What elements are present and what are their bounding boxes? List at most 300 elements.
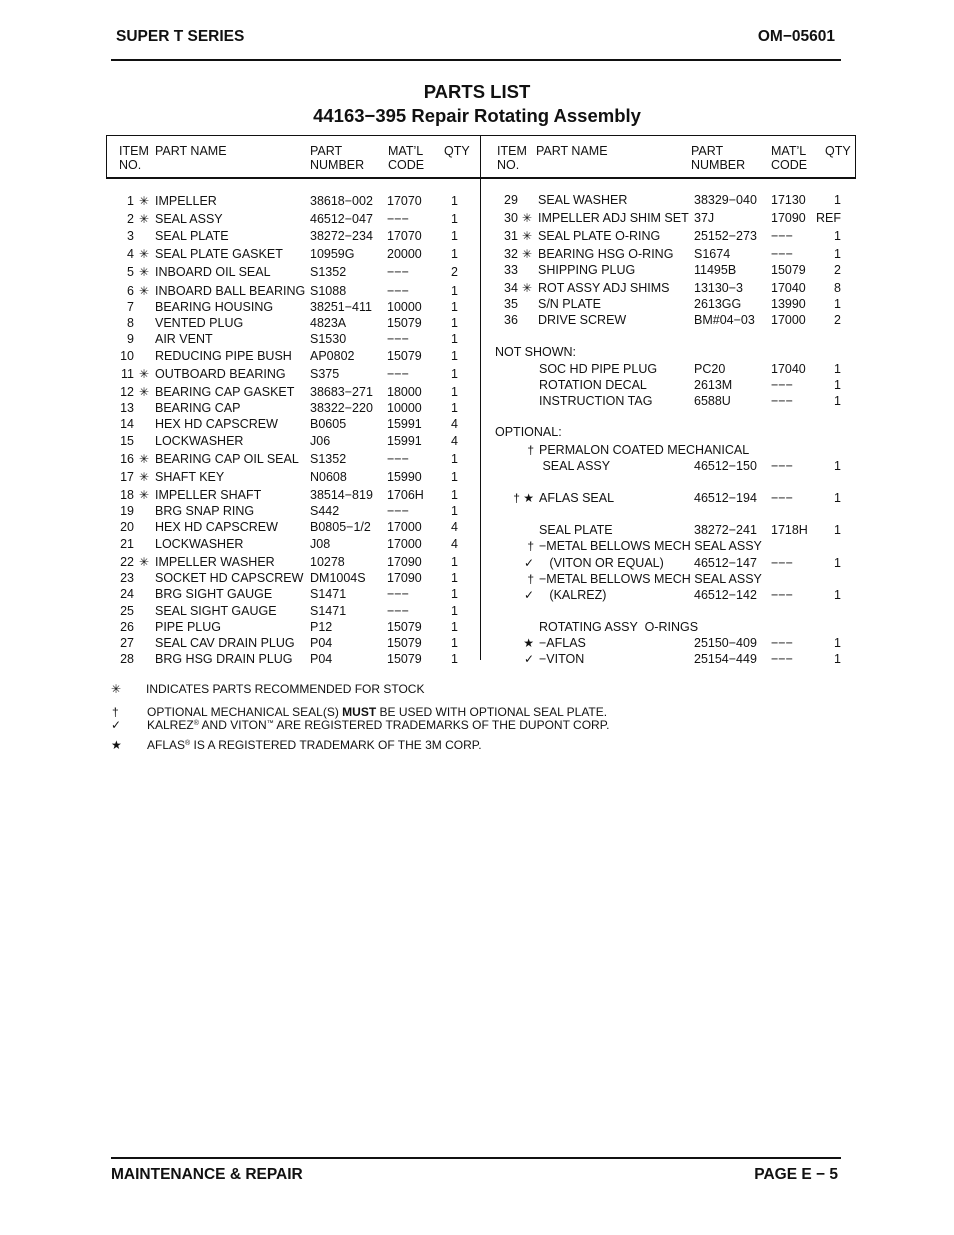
- part-name: HEX HD CAPSCREW: [155, 417, 278, 431]
- part-name: ROTATION DECAL: [539, 378, 647, 392]
- material-code: 17090: [387, 571, 422, 585]
- material-code: 15991: [387, 417, 422, 431]
- part-number: P04: [310, 636, 333, 650]
- item-number: 33: [504, 263, 518, 277]
- item-number: 5: [127, 265, 134, 279]
- quantity: 1: [451, 620, 458, 634]
- stock-symbol-icon: ✳: [139, 452, 150, 466]
- optional-heading: OPTIONAL:: [495, 425, 562, 439]
- part-number: AP0802: [310, 349, 355, 363]
- material-code: −−−: [771, 378, 793, 392]
- dagger-icon: †: [112, 705, 119, 719]
- material-code: −−−: [771, 459, 793, 473]
- part-number: S1352: [310, 265, 347, 279]
- part-name: S/N PLATE: [538, 297, 601, 311]
- quantity: 1: [451, 194, 458, 208]
- table-row: [0, 210, 954, 226]
- material-code: −−−: [771, 394, 793, 408]
- part-name: −VITON: [539, 652, 585, 666]
- material-code: −−−: [387, 332, 409, 346]
- quantity: 1: [451, 316, 458, 330]
- part-number: S1674: [694, 247, 731, 261]
- col-part-number: PART NUMBER: [691, 144, 746, 172]
- item-number: 9: [127, 332, 134, 346]
- quantity: 1: [451, 229, 458, 243]
- quantity: 1: [451, 212, 458, 226]
- part-number: N0608: [310, 470, 347, 484]
- material-code: 17000: [387, 520, 422, 534]
- stock-symbol-icon: ✳: [139, 247, 150, 261]
- part-number: S1088: [310, 284, 347, 298]
- part-name: LOCKWASHER: [155, 537, 244, 551]
- table-row: [0, 331, 954, 347]
- part-name: IMPELLER SHAFT: [155, 488, 262, 502]
- part-number: B0805−1/2: [310, 520, 371, 534]
- part-number: 2613GG: [694, 297, 742, 311]
- table-row: [0, 458, 954, 474]
- quantity: 4: [451, 520, 458, 534]
- quantity: 4: [451, 417, 458, 431]
- quantity: 1: [451, 636, 458, 650]
- part-name: IMPELLER WASHER: [155, 555, 275, 569]
- quantity: 1: [451, 504, 458, 518]
- symbol-icon: †: [527, 539, 534, 553]
- part-name: (KALREZ): [539, 588, 607, 602]
- note-text: OPTIONAL MECHANICAL SEAL(S) MUST BE USED WITH OPTIONAL SEAL PLATE.: [147, 705, 608, 719]
- table-row: [0, 635, 954, 651]
- part-name: IMPELLER ADJ SHIM SET: [538, 211, 689, 225]
- part-name: SEAL PLATE: [155, 229, 229, 243]
- part-number: DM1004S: [310, 571, 366, 585]
- table-row: [0, 538, 954, 554]
- material-code: 17000: [771, 313, 806, 327]
- part-number: J08: [310, 537, 331, 551]
- part-name: SEAL ASSY: [155, 212, 223, 226]
- stock-symbol-icon: ✳: [139, 367, 150, 381]
- material-code: 17040: [771, 281, 806, 295]
- quantity: 1: [451, 470, 458, 484]
- stock-symbol-icon: ✳: [139, 488, 150, 502]
- stock-symbol-icon: ✳: [111, 682, 122, 696]
- stock-symbol-icon: ✳: [139, 385, 150, 399]
- part-name: PERMALON COATED MECHANICAL: [539, 443, 750, 457]
- quantity: 1: [834, 229, 841, 243]
- stock-symbol-icon: ✳: [139, 212, 150, 226]
- quantity: 1: [834, 652, 841, 666]
- quantity: 1: [451, 284, 458, 298]
- symbol-icon: ✓: [523, 652, 534, 666]
- part-number: 25154−449: [694, 652, 757, 666]
- part-number: 46512−047: [310, 212, 373, 226]
- material-code: 17000: [387, 537, 422, 551]
- table-row: [0, 228, 954, 244]
- material-code: 13990: [771, 297, 806, 311]
- part-name: INBOARD BALL BEARING: [155, 284, 306, 298]
- quantity: 1: [451, 332, 458, 346]
- part-number: S1352: [310, 452, 347, 466]
- material-code: 20000: [387, 247, 422, 261]
- material-code: 18000: [387, 385, 422, 399]
- part-number: P12: [310, 620, 333, 634]
- quantity: REF: [816, 211, 841, 225]
- part-name: SOC HD PIPE PLUG: [539, 362, 658, 376]
- quantity: 1: [834, 588, 841, 602]
- quantity: 1: [834, 362, 841, 376]
- part-number: S1471: [310, 587, 347, 601]
- item-number: 29: [504, 193, 518, 207]
- table-row: [0, 571, 954, 587]
- part-name: BEARING CAP OIL SEAL: [155, 452, 299, 466]
- part-name: BRG HSG DRAIN PLUG: [155, 652, 293, 666]
- item-number: 15: [120, 434, 134, 448]
- material-code: 15079: [387, 636, 422, 650]
- part-number: 37J: [694, 211, 715, 225]
- table-row: [0, 192, 954, 208]
- material-code: 15079: [387, 316, 422, 330]
- stock-symbol-icon: ✳: [522, 211, 533, 225]
- table-row: [0, 361, 954, 377]
- part-name: VENTED PLUG: [155, 316, 244, 330]
- table-row: [0, 587, 954, 603]
- item-number: 14: [120, 417, 134, 431]
- part-name: ROTATING ASSY O-RINGS: [539, 620, 699, 634]
- material-code: 17130: [771, 193, 806, 207]
- symbol-icon: † ★: [513, 491, 534, 505]
- table-row: [0, 262, 954, 278]
- note-text: KALREZ® AND VITON™ ARE REGISTERED TRADEMARKS OF THE DUPONT CORP.: [147, 718, 610, 732]
- material-code: −−−: [387, 284, 409, 298]
- item-number: 22: [120, 555, 134, 569]
- part-number: 10959G: [310, 247, 355, 261]
- quantity: 1: [451, 587, 458, 601]
- part-number: S375: [310, 367, 340, 381]
- quantity: 2: [451, 265, 458, 279]
- symbol-icon: ✓: [523, 588, 534, 602]
- page-title: PARTS LIST: [423, 81, 531, 102]
- part-number: 46512−194: [694, 491, 757, 505]
- quantity: 1: [451, 401, 458, 415]
- col-part-name: PART NAME: [155, 144, 227, 158]
- part-name: SEAL WASHER: [538, 193, 628, 207]
- part-name: BEARING CAP: [155, 401, 241, 415]
- table-row: [0, 296, 954, 312]
- part-number: 25152−273: [694, 229, 757, 243]
- part-number: 2613M: [694, 378, 733, 392]
- part-number: 38322−220: [310, 401, 373, 415]
- item-number: 13: [120, 401, 134, 415]
- quantity: 1: [834, 193, 841, 207]
- col-mat-code: MAT’L CODE: [388, 144, 425, 172]
- material-code: 17090: [771, 211, 806, 225]
- material-code: −−−: [771, 636, 793, 650]
- part-number: BM#04−03: [694, 313, 755, 327]
- item-number: 8: [127, 316, 134, 330]
- item-number: 12: [120, 385, 134, 399]
- col-item: ITEM NO.: [497, 144, 527, 172]
- quantity: 1: [451, 349, 458, 363]
- item-number: 26: [120, 620, 134, 634]
- table-row: [0, 619, 954, 635]
- part-number: 38251−411: [310, 300, 372, 314]
- item-number: 25: [120, 604, 134, 618]
- section-name: MAINTENANCE & REPAIR: [111, 1166, 303, 1183]
- part-number: 46512−142: [694, 588, 757, 602]
- material-code: −−−: [387, 212, 409, 226]
- table-row: [0, 490, 954, 506]
- item-number: 36: [504, 313, 518, 327]
- material-code: −−−: [771, 229, 793, 243]
- part-name: BEARING HOUSING: [155, 300, 274, 314]
- part-name: SEAL PLATE GASKET: [155, 247, 283, 261]
- part-number: 10278: [310, 555, 345, 569]
- stock-symbol-icon: ✳: [522, 247, 533, 261]
- part-number: 25150−409: [694, 636, 757, 650]
- quantity: 1: [451, 604, 458, 618]
- part-name: BEARING CAP GASKET: [155, 385, 295, 399]
- material-code: −−−: [771, 247, 793, 261]
- material-code: 1706H: [387, 488, 424, 502]
- item-number: 4: [127, 247, 134, 261]
- quantity: 1: [451, 385, 458, 399]
- material-code: −−−: [387, 452, 409, 466]
- col-part-number: PART NUMBER: [310, 144, 365, 172]
- symbol-icon: ★: [523, 636, 534, 650]
- part-name: BEARING HSG O-RING: [538, 247, 674, 261]
- part-name: IMPELLER: [155, 194, 217, 208]
- material-code: 15079: [387, 349, 422, 363]
- col-mat-code: MAT’L CODE: [771, 144, 808, 172]
- material-code: −−−: [771, 556, 793, 570]
- part-number: 46512−147: [694, 556, 757, 570]
- quantity: 4: [451, 434, 458, 448]
- material-code: 15990: [387, 470, 422, 484]
- material-code: −−−: [771, 652, 793, 666]
- material-code: 15991: [387, 434, 422, 448]
- quantity: 1: [834, 378, 841, 392]
- table-row: [0, 416, 954, 432]
- star-icon: ★: [111, 738, 122, 752]
- part-number: P04: [310, 652, 333, 666]
- quantity: 2: [834, 263, 841, 277]
- item-number: 17: [120, 470, 134, 484]
- part-number: 38272−234: [310, 229, 373, 243]
- quantity: 1: [451, 247, 458, 261]
- material-code: 17090: [387, 555, 422, 569]
- col-item: ITEM NO.: [119, 144, 149, 172]
- table-row: [0, 246, 954, 262]
- stock-symbol-icon: ✳: [139, 265, 150, 279]
- quantity: 1: [834, 523, 841, 537]
- part-name: (VITON OR EQUAL): [539, 556, 664, 570]
- series-title: SUPER T SERIES: [116, 28, 245, 45]
- material-code: −−−: [387, 265, 409, 279]
- part-number: 38329−040: [694, 193, 757, 207]
- col-qty: QTY: [444, 144, 470, 158]
- part-number: 38514−819: [310, 488, 373, 502]
- stock-symbol-icon: ✳: [522, 281, 533, 295]
- part-name: INSTRUCTION TAG: [539, 394, 653, 408]
- material-code: −−−: [771, 588, 793, 602]
- part-name: INBOARD OIL SEAL: [155, 265, 271, 279]
- table-row: [0, 393, 954, 409]
- item-number: 1: [127, 194, 134, 208]
- symbol-icon: †: [527, 443, 534, 457]
- part-name: SHAFT KEY: [155, 470, 225, 484]
- part-name: BRG SIGHT GAUGE: [155, 587, 273, 601]
- material-code: −−−: [771, 491, 793, 505]
- part-number: 4823A: [310, 316, 347, 330]
- material-code: 15079: [771, 263, 806, 277]
- table-row: [0, 555, 954, 571]
- material-code: 10000: [387, 300, 422, 314]
- part-number: B0605: [310, 417, 347, 431]
- quantity: 1: [451, 367, 458, 381]
- part-number: 38683−271: [310, 385, 373, 399]
- quantity: 1: [451, 488, 458, 502]
- quantity: 1: [834, 459, 841, 473]
- item-number: 18: [120, 488, 134, 502]
- table-row: [0, 280, 954, 296]
- quantity: 1: [834, 491, 841, 505]
- material-code: 17040: [771, 362, 806, 376]
- note-text: INDICATES PARTS RECOMMENDED FOR STOCK: [146, 682, 425, 696]
- quantity: 1: [834, 297, 841, 311]
- table-row: [0, 522, 954, 538]
- footer-rule: [111, 1157, 841, 1159]
- part-name: SHIPPING PLUG: [538, 263, 636, 277]
- quantity: 1: [834, 556, 841, 570]
- material-code: 17070: [387, 194, 422, 208]
- part-name: −AFLAS: [539, 636, 586, 650]
- part-number: PC20: [694, 362, 726, 376]
- quantity: 1: [834, 636, 841, 650]
- table-row: [0, 603, 954, 619]
- part-name: DRIVE SCREW: [538, 313, 627, 327]
- table-row: [0, 651, 954, 667]
- quantity: 2: [834, 313, 841, 327]
- item-number: 32: [504, 247, 518, 261]
- item-number: 2: [127, 212, 134, 226]
- item-number: 30: [504, 211, 518, 225]
- item-number: 27: [120, 636, 134, 650]
- item-number: 34: [504, 281, 518, 295]
- part-name: ROT ASSY ADJ SHIMS: [538, 281, 670, 295]
- quantity: 1: [451, 300, 458, 314]
- material-code: 10000: [387, 401, 422, 415]
- stock-symbol-icon: ✳: [139, 194, 150, 208]
- page-number: PAGE E − 5: [754, 1166, 838, 1183]
- material-code: −−−: [387, 504, 409, 518]
- col-part-name: PART NAME: [536, 144, 608, 158]
- item-number: 24: [120, 587, 134, 601]
- quantity: 4: [451, 537, 458, 551]
- part-name: AIR VENT: [155, 332, 213, 346]
- symbol-icon: ✓: [523, 556, 534, 570]
- item-number: 7: [127, 300, 134, 314]
- part-name: −METAL BELLOWS MECH SEAL ASSY: [539, 539, 762, 553]
- table-row: [0, 442, 954, 458]
- material-code: 15079: [387, 652, 422, 666]
- item-number: 21: [120, 537, 134, 551]
- stock-symbol-icon: ✳: [139, 284, 150, 298]
- item-number: 19: [120, 504, 134, 518]
- quantity: 1: [451, 555, 458, 569]
- part-number: 6588U: [694, 394, 731, 408]
- quantity: 8: [834, 281, 841, 295]
- part-number: 11495B: [694, 263, 737, 277]
- header-rule: [111, 59, 841, 61]
- part-name: SEAL CAV DRAIN PLUG: [155, 636, 295, 650]
- part-name: SEAL PLATE O-RING: [538, 229, 661, 243]
- part-name: PIPE PLUG: [155, 620, 221, 634]
- part-number: S1530: [310, 332, 347, 346]
- quantity: 1: [451, 571, 458, 585]
- symbol-icon: †: [527, 572, 534, 586]
- quantity: 1: [834, 394, 841, 408]
- part-name: −METAL BELLOWS MECH SEAL ASSY: [539, 572, 762, 586]
- part-number: S1471: [310, 604, 347, 618]
- part-number: 38272−241: [694, 523, 757, 537]
- table-row: [0, 377, 954, 393]
- part-name: OUTBOARD BEARING: [155, 367, 286, 381]
- item-number: 35: [504, 297, 518, 311]
- part-name: SEAL PLATE: [539, 523, 613, 537]
- part-name: SOCKET HD CAPSCREW: [155, 571, 304, 585]
- material-code: −−−: [387, 604, 409, 618]
- part-number: 13130−3: [694, 281, 744, 295]
- part-name: HEX HD CAPSCREW: [155, 520, 278, 534]
- material-code: 1718H: [771, 523, 808, 537]
- col-qty: QTY: [825, 144, 851, 158]
- document-number: OM−05601: [757, 28, 835, 45]
- material-code: −−−: [387, 367, 409, 381]
- part-name: SEAL ASSY: [539, 459, 611, 473]
- quantity: 1: [451, 652, 458, 666]
- item-number: 23: [120, 571, 134, 585]
- quantity: 1: [834, 247, 841, 261]
- part-number: 38618−002: [310, 194, 373, 208]
- item-number: 16: [120, 452, 134, 466]
- item-number: 28: [120, 652, 134, 666]
- not-shown-heading: NOT SHOWN:: [495, 345, 577, 359]
- item-number: 31: [504, 229, 518, 243]
- note-text: AFLAS® IS A REGISTERED TRADEMARK OF THE 3M CORP.: [147, 738, 482, 752]
- item-number: 6: [127, 284, 134, 298]
- stock-symbol-icon: ✳: [139, 470, 150, 484]
- stock-symbol-icon: ✳: [522, 229, 533, 243]
- item-number: 11: [121, 367, 134, 381]
- part-name: REDUCING PIPE BUSH: [155, 349, 292, 363]
- part-name: BRG SNAP RING: [155, 504, 255, 518]
- part-number: 46512−150: [694, 459, 757, 473]
- material-code: 17070: [387, 229, 422, 243]
- part-name: SEAL SIGHT GAUGE: [155, 604, 277, 618]
- quantity: 1: [451, 452, 458, 466]
- material-code: −−−: [387, 587, 409, 601]
- part-name: LOCKWASHER: [155, 434, 244, 448]
- part-name: AFLAS SEAL: [539, 491, 615, 505]
- part-number: S442: [310, 504, 340, 518]
- page-subtitle: 44163−395 Repair Rotating Assembly: [313, 105, 641, 126]
- item-number: 10: [120, 349, 134, 363]
- part-number: J06: [310, 434, 331, 448]
- item-number: 3: [127, 229, 134, 243]
- table-row: [0, 312, 954, 328]
- item-number: 20: [120, 520, 134, 534]
- stock-symbol-icon: ✳: [139, 555, 150, 569]
- material-code: 15079: [387, 620, 422, 634]
- check-mark-icon: ✓: [111, 718, 122, 732]
